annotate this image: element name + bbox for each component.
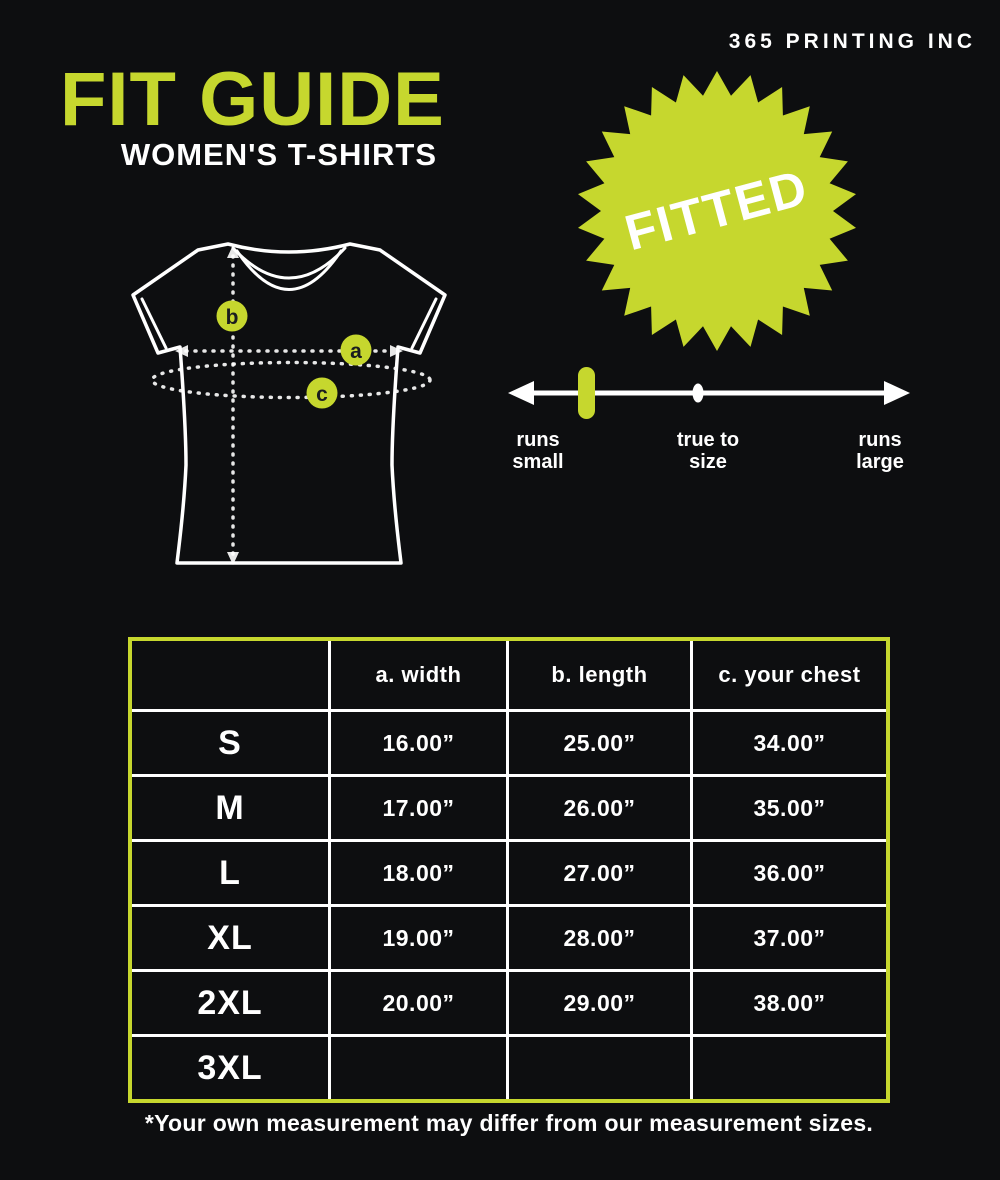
header-cell-length: b. length: [509, 641, 690, 709]
size-cell: L: [132, 842, 328, 904]
chest-cell: 36.00”: [693, 842, 886, 904]
length-cell: 26.00”: [509, 777, 690, 839]
page-subtitle: WOMEN'S T-SHIRTS: [120, 137, 437, 172]
arrowhead-icon: [508, 381, 534, 405]
chest-cell: 35.00”: [693, 777, 886, 839]
width-cell: [331, 1037, 506, 1099]
length-cell: 29.00”: [509, 972, 690, 1034]
width-cell: 17.00”: [331, 777, 506, 839]
width-cell: 16.00”: [331, 712, 506, 774]
badge-label: FITTED: [619, 158, 815, 262]
marker-a-label: a: [350, 340, 362, 363]
tshirt-outline: [133, 244, 445, 563]
tshirt-diagram: [120, 220, 460, 600]
label-true-to-size: true to size: [676, 429, 740, 473]
scale-center-dot: [693, 384, 704, 403]
page-title: FIT GUIDE: [60, 57, 445, 142]
size-table: [128, 637, 890, 1103]
size-cell: 2XL: [132, 972, 328, 1034]
size-cell: M: [132, 777, 328, 839]
chest-measure-ellipse: [152, 363, 430, 398]
chest-cell: [693, 1037, 886, 1099]
collar-line: [237, 251, 341, 290]
width-cell: 18.00”: [331, 842, 506, 904]
chest-cell: 37.00”: [693, 907, 886, 969]
brand-text: 365 PRINTING INC: [728, 30, 976, 53]
length-cell: 27.00”: [509, 842, 690, 904]
size-cell: 3XL: [132, 1037, 328, 1099]
label-runs-small: runs small: [512, 429, 564, 473]
scale-marker: [578, 367, 595, 419]
footnote: *Your own measurement may differ from our measurement sizes.: [144, 1110, 874, 1136]
header-cell-size: [132, 641, 328, 709]
width-cell: 20.00”: [331, 972, 506, 1034]
header-cell-width: a. width: [331, 641, 506, 709]
fitted-badge: [572, 66, 862, 356]
label-runs-large: runs large: [856, 429, 904, 473]
chest-cell: 38.00”: [693, 972, 886, 1034]
header-cell-chest: c. your chest: [693, 641, 886, 709]
length-cell: 25.00”: [509, 712, 690, 774]
width-cell: 19.00”: [331, 907, 506, 969]
marker-c-label: c: [316, 383, 328, 406]
fit-scale: [500, 360, 920, 440]
arrowhead-icon: [884, 381, 910, 405]
length-cell: [509, 1037, 690, 1099]
marker-b-label: b: [225, 306, 239, 329]
length-cell: 28.00”: [509, 907, 690, 969]
chest-cell: 34.00”: [693, 712, 886, 774]
size-cell: S: [132, 712, 328, 774]
size-cell: XL: [132, 907, 328, 969]
